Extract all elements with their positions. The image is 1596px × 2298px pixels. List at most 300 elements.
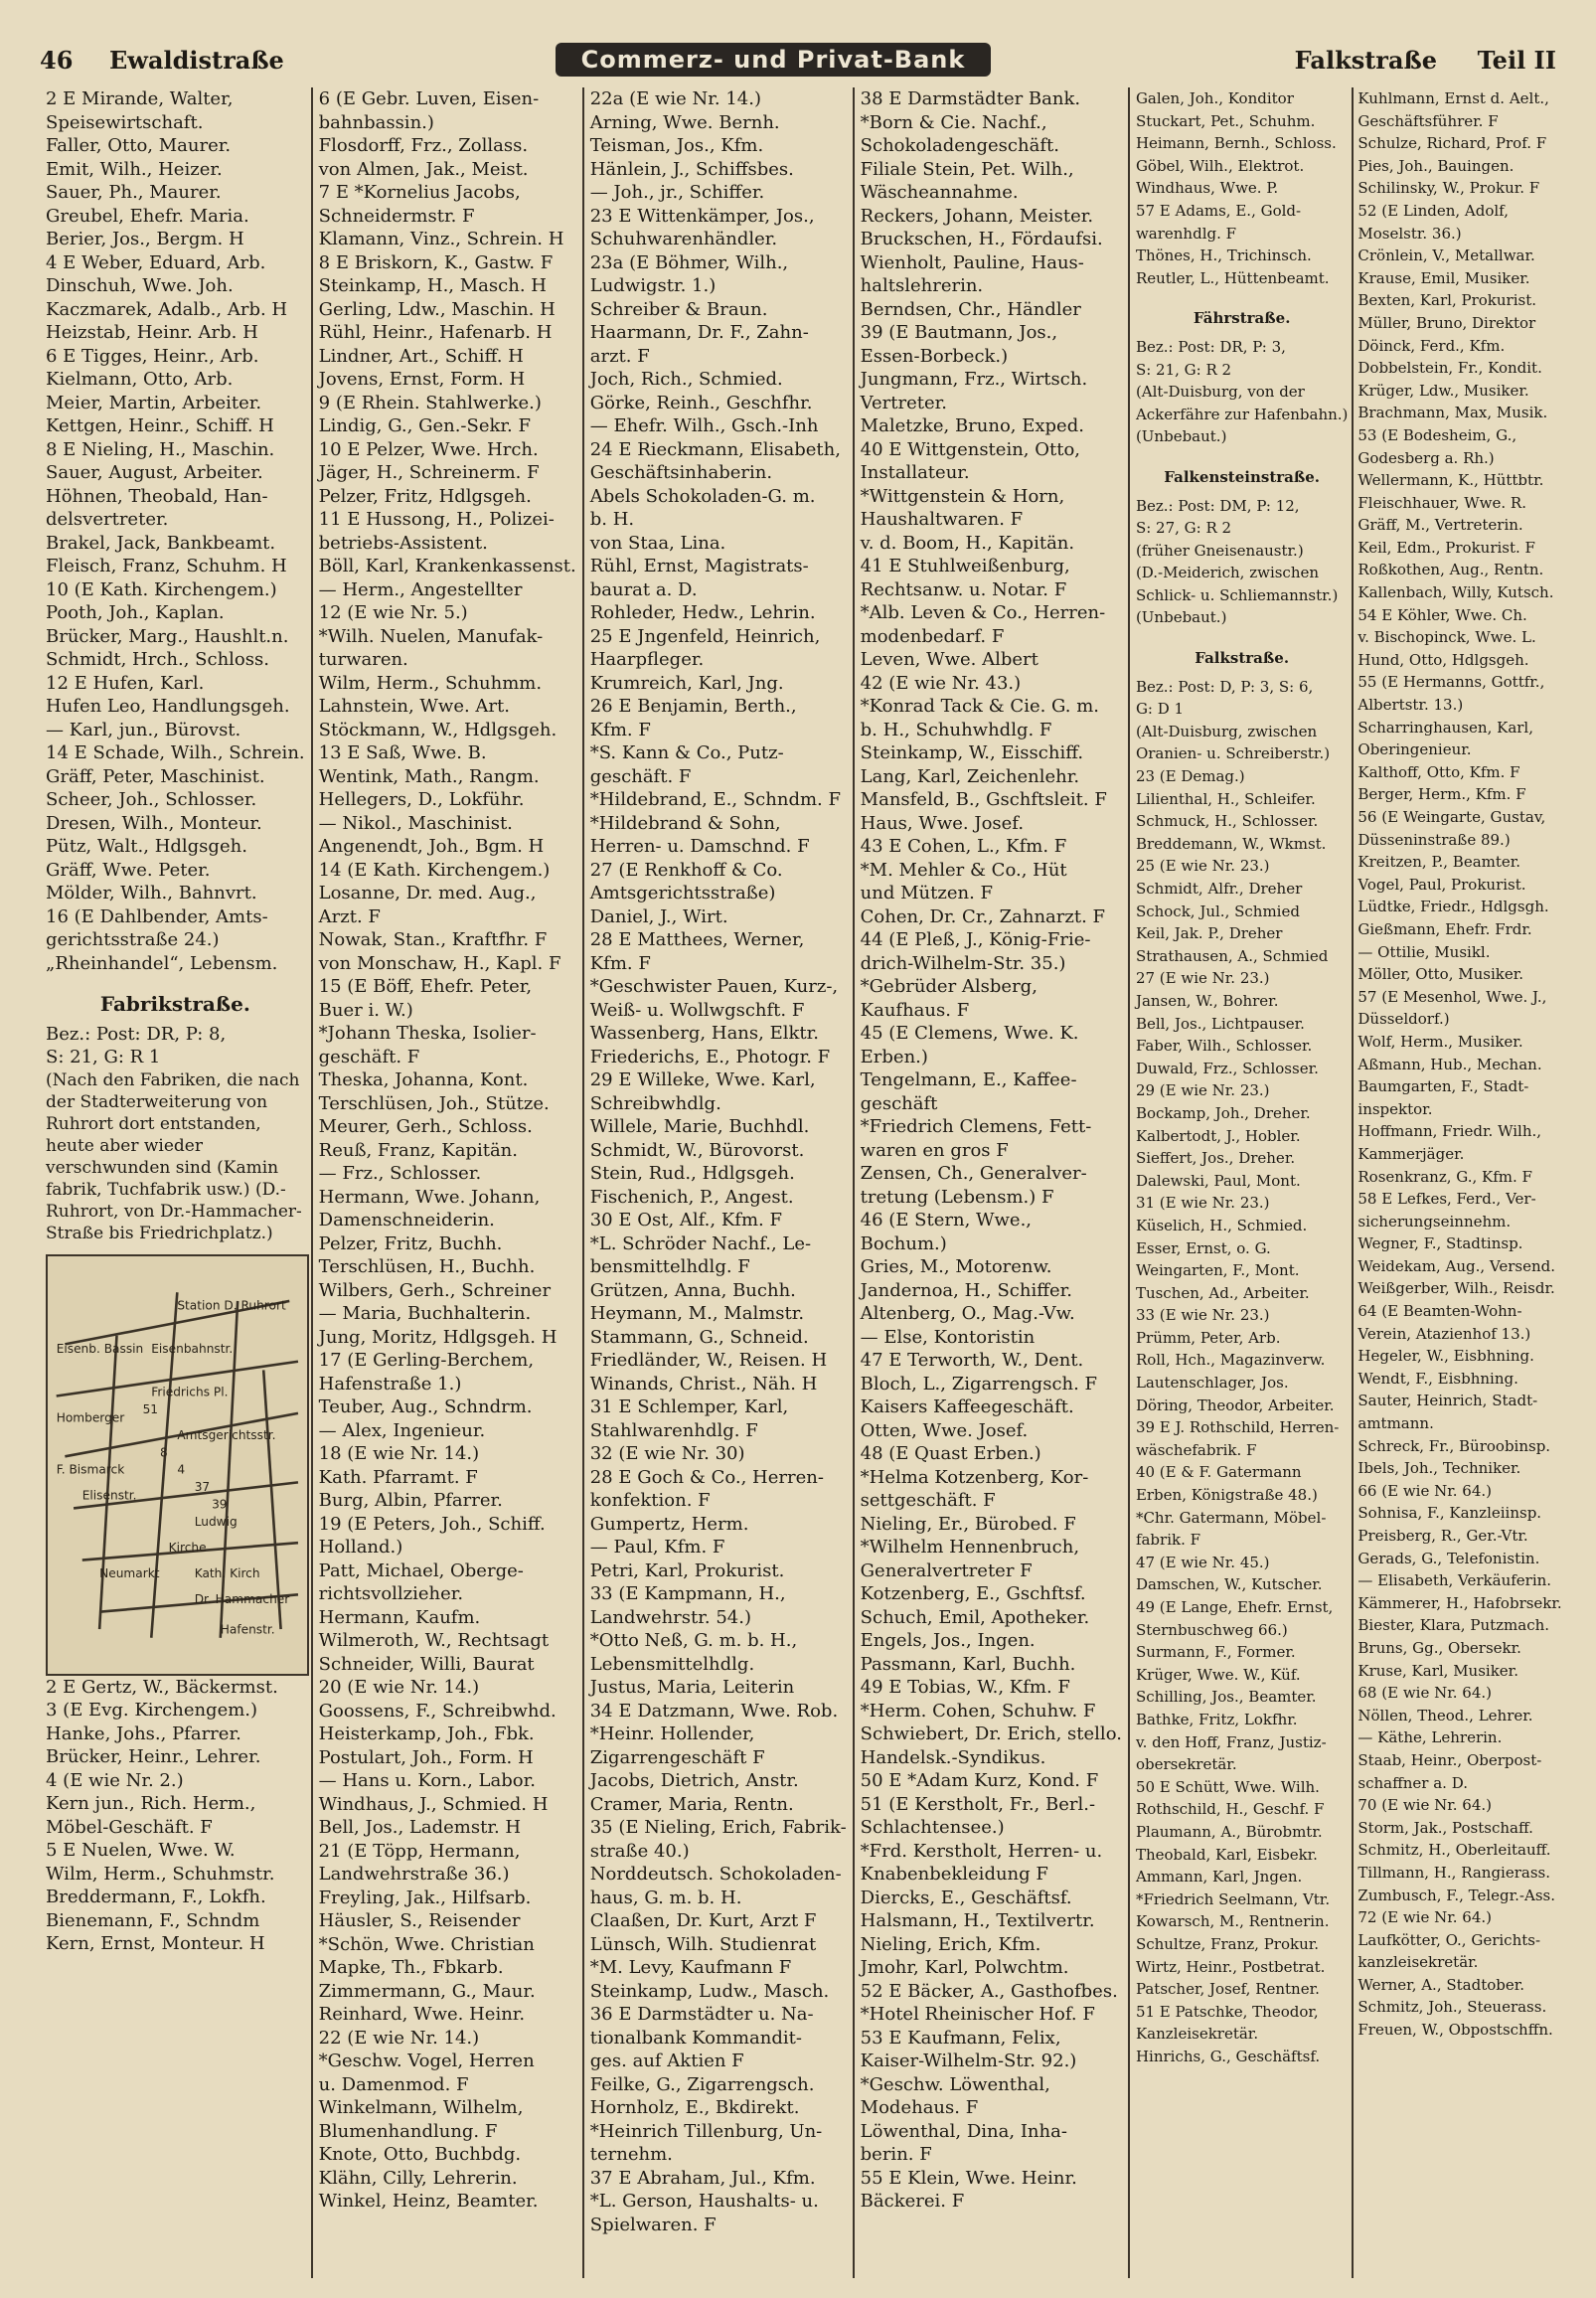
directory-entry: Roll, Hch., Magazinverw. <box>1135 1351 1326 1370</box>
directory-entry: Bäckerei. F <box>860 2191 965 2212</box>
directory-entry: b. H. <box>589 509 635 530</box>
directory-entry: 8 E Nieling, H., Maschin. <box>46 438 275 460</box>
directory-entry: Lang, Karl, Zeichenlehr. <box>860 765 1080 787</box>
directory-entry: — Karl, jun., Bürovst. <box>46 719 241 740</box>
directory-entry: 7 E *Kornelius Jacobs, <box>318 182 521 203</box>
directory-entry: Dobbelstein, Fr., Kondit. <box>1357 359 1542 378</box>
directory-column <box>582 87 853 2278</box>
directory-entry: 4 (E wie Nr. 2.) <box>46 1769 184 1791</box>
directory-entry: Strathausen, A., Schmied <box>1135 946 1329 965</box>
directory-entry: *Heinr. Hollender, <box>589 1724 755 1744</box>
directory-entry: Gerling, Ldw., Maschin. H <box>318 298 556 320</box>
directory-entry: Postulart, Joh., Form. H <box>318 1746 534 1768</box>
directory-entry: Preisberg, R., Ger.-Vtr. <box>1357 1527 1528 1545</box>
directory-entry: Freuen, W., Obpostschffn. <box>1357 2021 1553 2040</box>
directory-entry: — Paul, Kfm. F <box>589 1537 725 1558</box>
directory-entry: Teuber, Aug., Schndrm. <box>318 1396 533 1417</box>
directory-entry: Wentink, Math., Rangm. <box>318 765 540 787</box>
directory-entry: (Unbebaut.) <box>1135 427 1227 446</box>
directory-entry: 44 (E Pleß, J., König-Frie- <box>860 929 1091 950</box>
directory-entry: ternehm. <box>589 2144 673 2165</box>
directory-entry: Amtsgerichtsstraße) <box>589 883 776 903</box>
directory-entry: Schokoladengeschäft. <box>860 135 1059 156</box>
directory-entry: Stahlwarenhdlg. F <box>589 1419 758 1441</box>
directory-entry: Breddemann, W., Wkmst. <box>1135 834 1327 853</box>
directory-entry: Installateur. <box>860 462 970 483</box>
directory-entry: Möbel-Geschäft. F <box>46 1816 213 1838</box>
street-note: (Nach den Fabriken, die nach der Stadterweiterung von Ruhrort dort entstanden, heute aber wieder verschwunden sind (Kamin fabrik, Tuchfabrik usw.) (D.-Ruhrort, von Dr.-Hammacher-Straße bis Friedrichplatz.) <box>46 1069 302 1243</box>
directory-entry: sicherungseinnehm. <box>1357 1212 1512 1231</box>
columns <box>40 87 1566 2278</box>
directory-entry: Schilling, Jos., Beamter. <box>1135 1688 1317 1707</box>
directory-entry: G: D 1 <box>1135 700 1185 719</box>
directory-entry: Blumenhandlung. F <box>318 2120 498 2142</box>
directory-entry: 13 E Saß, Wwe. B. <box>318 742 487 763</box>
directory-entry: obersekretär. <box>1135 1755 1237 1774</box>
directory-entry: 50 E *Adam Kurz, Kond. F <box>860 1770 1099 1791</box>
directory-entry: Scharringhausen, Karl, <box>1357 718 1533 737</box>
directory-entry: 27 (E Renkhoff & Co. <box>589 859 783 881</box>
directory-entry: 52 (E Linden, Adolf, <box>1357 201 1509 220</box>
directory-entry: Schmidt, Hrch., Schloss. <box>46 649 269 670</box>
directory-entry: Goossens, F., Schreibwhd. <box>318 1700 557 1722</box>
directory-entry: Passmann, Karl, Buchh. <box>860 1653 1076 1675</box>
directory-entry: *Wittgenstein & Horn, <box>860 485 1065 507</box>
directory-entry: 5 E Nuelen, Wwe. W. <box>46 1840 236 1861</box>
directory-entry: *Geschw. Vogel, Herren <box>318 2051 535 2071</box>
directory-entry: Schmidt, W., Bürovorst. <box>589 1139 805 1161</box>
directory-entry: fabrik. F <box>1135 1531 1201 1550</box>
directory-entry: Teisman, Jos., Kfm. <box>589 135 764 156</box>
map-drawing <box>48 1256 307 1674</box>
street-heading: Falkensteinstraße. <box>1164 467 1321 486</box>
directory-entry: von Almen, Jak., Meist. <box>318 158 529 180</box>
directory-entry: *Herm. Cohen, Schuhw. F <box>860 1700 1096 1722</box>
directory-entry: Terschlüsen, H., Buchh. <box>318 1256 536 1277</box>
directory-entry: Kaufhaus. F <box>860 999 970 1021</box>
directory-entry: Geschäftsführer. F <box>1357 111 1499 130</box>
directory-entry: 29 (E wie Nr. 23.) <box>1135 1081 1270 1100</box>
directory-entry: Lahnstein, Wwe. Art. <box>318 696 510 717</box>
directory-entry: Hellegers, D., Lokführ. <box>318 789 525 810</box>
directory-entry: Steinkamp, H., Masch. H <box>318 275 547 296</box>
directory-entry: Erben.) <box>860 1046 928 1067</box>
directory-entry: straße 40.) <box>589 1840 690 1862</box>
directory-entry: 6 E Tigges, Heinr., Arb. <box>46 345 259 367</box>
directory-entry: Filiale Stein, Pet. Wilh., <box>860 158 1074 180</box>
directory-entry: bensmittelhdlg. F <box>589 1256 750 1277</box>
directory-entry: 39 E J. Rothschild, Herren- <box>1135 1418 1340 1437</box>
directory-entry: 33 (E wie Nr. 23.) <box>1135 1306 1270 1325</box>
directory-entry: Crönlein, V., Metallwar. <box>1357 246 1535 265</box>
directory-entry: Bruns, Gg., Obersekr. <box>1357 1638 1521 1657</box>
directory-entry: Verein, Atazienhof 13.) <box>1357 1324 1531 1343</box>
directory-entry: *Geschwister Pauen, Kurz-, <box>589 976 839 997</box>
directory-entry: *Helma Kotzenberg, Kor- <box>860 1466 1089 1488</box>
directory-entry: S: 21, G: R 2 <box>1135 360 1232 379</box>
directory-entry: Breddermann, F., Lokfh. <box>46 1887 266 1907</box>
directory-entry: Brakel, Jack, Bankbeamt. <box>46 532 276 554</box>
directory-entry: Terschlüsen, Joh., Stütze. <box>318 1092 550 1114</box>
directory-entry: Windhaus, J., Schmied. H <box>318 1793 549 1815</box>
directory-entry: Steinkamp, Ludw., Masch. <box>589 1980 830 2002</box>
directory-entry: Diercks, E., Geschäftsf. <box>860 1887 1072 1908</box>
directory-entry: Hermann, Wwe. Johann, <box>318 1186 541 1208</box>
directory-entry: *Wilh. Nuelen, Manufak- <box>318 625 544 647</box>
map-label: Neumarkt <box>99 1565 160 1580</box>
directory-subcolumn <box>1136 87 1354 2278</box>
directory-entry: — Ottilie, Musikl. <box>1357 942 1491 961</box>
directory-entry: Emit, Wilh., Heizer. <box>46 158 223 180</box>
directory-entry: Wellermann, K., Hüttbtr. <box>1357 471 1544 490</box>
map-label: Amtsgerichtsstr. <box>177 1427 276 1442</box>
directory-entry: 42 (E wie Nr. 43.) <box>860 672 1022 694</box>
directory-entry: Dalewski, Paul, Mont. <box>1135 1171 1301 1190</box>
directory-entry: kanzleisekretär. <box>1357 1953 1479 1972</box>
directory-entry: Laufkötter, O., Gerichts- <box>1357 1930 1541 1949</box>
directory-entry: — Joh., jr., Schiffer. <box>589 182 765 203</box>
directory-entry: 45 (E Clemens, Wwe. K. <box>860 1023 1079 1044</box>
directory-entry: 26 E Benjamin, Berth., <box>589 696 797 717</box>
directory-entry: bahnbassin.) <box>318 111 434 133</box>
directory-entry: Bez.: Post: DM, P: 12, <box>1135 496 1300 515</box>
directory-entry: — Nikol., Maschinist. <box>318 812 513 834</box>
directory-entry: *Heinrich Tillenburg, Un- <box>589 2120 823 2142</box>
directory-entry: 30 E Ost, Alf., Kfm. F <box>589 1210 782 1231</box>
directory-entry: Pütz, Walt., Hdlgsgeh. <box>46 836 247 857</box>
map-label: Eisenbahnstr. <box>151 1341 234 1356</box>
directory-entry: *L. Gerson, Haushalts- u. <box>589 2191 819 2212</box>
map-house-number: 8 <box>159 1444 168 1459</box>
directory-entry: Berndsen, Chr., Händler <box>860 298 1081 320</box>
directory-entry: 55 (E Hermanns, Gottfr., <box>1357 673 1545 692</box>
directory-entry: 47 E Terworth, W., Dent. <box>860 1350 1084 1371</box>
directory-entry: Burg, Albin, Pfarrer. <box>318 1490 503 1511</box>
directory-entry: Jung, Moritz, Hdlgsgeh. H <box>318 1326 558 1348</box>
directory-entry: Meurer, Gerh., Schloss. <box>318 1116 533 1137</box>
directory-entry: Claaßen, Dr. Kurt, Arzt F <box>589 1910 817 1931</box>
directory-entry: *L. Schröder Nachf., Le- <box>589 1232 812 1254</box>
page-number: 46 <box>40 45 74 75</box>
directory-entry: Lautenschlager, Jos. <box>1135 1374 1289 1393</box>
directory-entry: Schlick- u. Schliemannstr.) <box>1135 585 1339 604</box>
directory-entry: 37 E Abraham, Jul., Kfm. <box>589 2167 816 2189</box>
directory-entry: baurat a. D. <box>589 578 698 600</box>
map-label: F. Bismarck <box>56 1462 125 1477</box>
header-street-right: Falkstraße <box>1294 45 1437 75</box>
directory-entry: Storm, Jak., Postschaff. <box>1357 1818 1533 1837</box>
directory-entry: Schreiber & Braun. <box>589 298 768 320</box>
directory-entry: Herren- u. Damschnd. F <box>589 836 810 857</box>
directory-entry: Essen-Borbeck.) <box>860 345 1009 367</box>
directory-entry: 51 (E Kerstholt, Fr., Berl.- <box>860 1793 1096 1815</box>
directory-entry: 18 (E wie Nr. 14.) <box>318 1443 480 1464</box>
directory-entry: Rosenkranz, G., Kfm. F <box>1357 1167 1532 1186</box>
directory-entry: Kowarsch, M., Rentnerin. <box>1135 1912 1330 1931</box>
map-label: Homberger <box>56 1410 125 1425</box>
directory-entry: Schmitz, H., Oberleitauff. <box>1357 1841 1551 1860</box>
directory-entry: inspektor. <box>1357 1099 1433 1118</box>
map-label: Friedrichs Pl. <box>151 1384 229 1398</box>
directory-entry: Kotzenberg, E., Gschftsf. <box>860 1583 1086 1604</box>
directory-entry: tretung (Lebensm.) F <box>860 1186 1054 1208</box>
directory-entry: Kath. Pfarramt. F <box>318 1466 478 1488</box>
directory-entry: Maletzke, Bruno, Exped. <box>860 415 1084 436</box>
directory-entry: Lindner, Art., Schiff. H <box>318 345 524 367</box>
directory-entry: Bockamp, Joh., Dreher. <box>1135 1103 1311 1122</box>
directory-entry: 25 (E wie Nr. 23.) <box>1135 857 1270 876</box>
directory-entry: Mölder, Wilh., Bahnvrt. <box>46 883 257 903</box>
directory-entry: — Alex, Ingenieur. <box>318 1419 486 1441</box>
directory-entry: Möller, Otto, Musiker. <box>1357 965 1524 984</box>
directory-entry: 33 (E Kampmann, H., <box>589 1583 786 1604</box>
directory-entry: Zimmermann, G., Maur. <box>318 1980 536 2002</box>
directory-entry: Weingarten, F., Mont. <box>1135 1261 1300 1280</box>
map-label: Kirche <box>168 1540 207 1555</box>
directory-entry: 40 (E & F. Gatermann <box>1135 1463 1302 1482</box>
directory-entry: Dinschuh, Wwe. Joh. <box>46 275 234 296</box>
directory-entry: Kaiser-Wilhelm-Str. 92.) <box>860 2051 1077 2071</box>
directory-entry: *M. Mehler & Co., Hüt <box>860 859 1067 881</box>
directory-entry: Krause, Emil, Musiker. <box>1357 268 1530 287</box>
directory-entry: Vogel, Paul, Prokurist. <box>1357 875 1526 894</box>
directory-entry: Biester, Klara, Putzmach. <box>1357 1616 1550 1635</box>
directory-entry: 35 (E Nieling, Erich, Fabrik- <box>589 1817 847 1838</box>
directory-entry: 24 E Rieckmann, Elisabeth, <box>589 438 841 460</box>
directory-entry: Wäscheannahme. <box>860 182 1019 203</box>
street-heading: Falkstraße. <box>1195 649 1290 668</box>
directory-entry: Friedländer, W., Reisen. H <box>589 1350 828 1371</box>
map-label: Kath. Kirch <box>194 1565 260 1580</box>
directory-entry: Heizstab, Heinr. Arb. H <box>46 322 258 343</box>
directory-entry: Roßkothen, Aug., Rentn. <box>1357 561 1544 579</box>
directory-entry: — Ehefr. Wilh., Gsch.-Inh <box>589 415 819 436</box>
directory-entry: Rühl, Heinr., Hafenarb. H <box>318 322 553 343</box>
directory-entry: Höhnen, Theobald, Han- <box>46 485 268 507</box>
directory-entry: haus, G. m. b. H. <box>589 1887 742 1908</box>
directory-entry: Schlachtensee.) <box>860 1817 1005 1838</box>
directory-entry: Knabenbekleidung F <box>860 1864 1048 1885</box>
directory-entry: Hanke, Johs., Pfarrer. <box>46 1723 241 1744</box>
map-house-number: 37 <box>194 1479 211 1494</box>
directory-entry: Bruckschen, H., Fördaufsi. <box>860 229 1103 249</box>
directory-entry: konfektion. F <box>589 1490 711 1511</box>
directory-entry: 22 (E wie Nr. 14.) <box>318 2027 480 2049</box>
directory-entry: 64 (E Beamten-Wohn- <box>1357 1302 1522 1321</box>
directory-entry: Arning, Wwe. Bernh. <box>589 111 780 133</box>
directory-entry: Hund, Otto, Hdlgsgeh. <box>1357 650 1529 669</box>
directory-entry: Schuhwarenhändler. <box>589 229 778 249</box>
directory-entry: Knote, Otto, Buchbdg. <box>318 2144 522 2165</box>
directory-entry: Jäger, H., Schreinerm. F <box>318 462 540 483</box>
directory-column <box>853 87 1128 2278</box>
directory-entry: Haarpfleger. <box>589 649 705 670</box>
directory-entry: 12 (E wie Nr. 5.) <box>318 602 468 623</box>
directory-entry: Bell, Jos., Lademstr. H <box>318 1817 522 1838</box>
directory-entry: Reutler, L., Hüttenbeamt. <box>1135 268 1330 287</box>
directory-entry: Werner, A., Stadtober. <box>1357 1975 1525 1994</box>
directory-entry: Staab, Heinr., Oberpost- <box>1357 1750 1542 1769</box>
directory-entry: Sieffert, Jos., Dreher. <box>1135 1149 1296 1168</box>
directory-entry: — Maria, Buchhalterin. <box>318 1303 532 1324</box>
directory-entry: Damschen, W., Kutscher. <box>1135 1575 1323 1594</box>
directory-entry: Lünsch, Wilh. Studienrat <box>589 1933 817 1955</box>
directory-entry: Lindig, G., Gen.-Sekr. F <box>318 415 531 436</box>
bank-banner: Commerz- und Privat-Bank <box>556 43 992 77</box>
directory-entry: v. d. Boom, H., Kapitän. <box>860 532 1075 554</box>
directory-entry: Generalvertreter F <box>860 1559 1033 1581</box>
directory-entry: Weidekam, Aug., Versend. <box>1357 1256 1556 1275</box>
directory-entry: Rohleder, Hedw., Lehrin. <box>589 602 816 623</box>
directory-entry: Hänlein, J., Schiffsbes. <box>589 158 794 180</box>
directory-entry: Löwenthal, Dina, Inha- <box>860 2120 1067 2142</box>
directory-entry: von Staa, Lina. <box>589 532 726 554</box>
directory-entry: Schilinsky, W., Prokur. F <box>1357 179 1540 198</box>
directory-entry: — Frz., Schlosser. <box>318 1163 482 1184</box>
directory-entry: 47 (E wie Nr. 45.) <box>1135 1553 1270 1571</box>
directory-entry: *Alb. Leven & Co., Herren- <box>860 602 1106 623</box>
directory-entry: 48 (E Quast Erben.) <box>860 1443 1041 1464</box>
directory-entry: Scheer, Joh., Schlosser. <box>46 789 257 810</box>
directory-entry: 50 E Schütt, Wwe. Wilh. <box>1135 1777 1320 1796</box>
directory-entry: Döring, Theodor, Arbeiter. <box>1135 1395 1335 1414</box>
directory-entry: Klähn, Cilly, Lehrerin. <box>318 2167 518 2189</box>
directory-entry: Greubel, Ehefr. Maria. <box>46 205 249 227</box>
directory-entry: Ackerfähre zur Hafenbahn.) <box>1135 405 1349 423</box>
directory-entry: u. Damenmod. F <box>318 2073 469 2095</box>
directory-entry: Sauer, Ph., Maurer. <box>46 182 222 203</box>
directory-entry: Brücker, Heinr., Lehrer. <box>46 1746 261 1767</box>
directory-entry: Stein, Rud., Hdlgsgeh. <box>589 1163 795 1184</box>
directory-entry: Theska, Johanna, Kont. <box>318 1069 529 1090</box>
directory-entry: Freyling, Jak., Hilfsarb. <box>318 1887 532 1908</box>
directory-entry: 68 (E wie Nr. 64.) <box>1357 1684 1492 1703</box>
directory-entry: Rühl, Ernst, Magistrats- <box>589 556 809 576</box>
directory-entry: amtmann. <box>1357 1414 1434 1433</box>
directory-entry: Haarmann, Dr. F., Zahn- <box>589 322 809 343</box>
map-street-line <box>99 1335 116 1628</box>
directory-entry: betriebs-Assistent. <box>318 532 488 554</box>
map-house-number: 39 <box>212 1496 228 1511</box>
directory-entry: 57 (E Mesenhol, Wwe. J., <box>1357 987 1547 1006</box>
directory-entry: Küselich, H., Schmied. <box>1135 1216 1308 1234</box>
directory-entry: Faller, Otto, Maurer. <box>46 135 232 156</box>
directory-entry: Kalthoff, Otto, Kfm. F <box>1357 762 1520 781</box>
directory-entry: Haus, Wwe. Josef. <box>860 812 1025 834</box>
directory-entry: — Elisabeth, Verkäuferin. <box>1357 1571 1552 1590</box>
directory-entry: *Geschw. Löwenthal, <box>860 2073 1050 2095</box>
directory-entry: (Alt-Duisburg, von der <box>1135 383 1305 402</box>
directory-entry: *Schön, Wwe. Christian <box>318 1933 535 1955</box>
directory-entry: Wolf, Herm., Musiker. <box>1357 1032 1523 1051</box>
directory-entry: Norddeutsch. Schokoladen- <box>589 1864 842 1885</box>
directory-entry: Krüger, Ldw., Musiker. <box>1357 381 1529 400</box>
directory-entry: Kuhlmann, Ernst d. Aelt., <box>1357 89 1549 107</box>
directory-entry: 2 E Gertz, W., Bäckermst. <box>46 1676 278 1698</box>
directory-entry: Gries, M., Motorenw. <box>860 1256 1052 1277</box>
directory-entry: Albertstr. 13.) <box>1357 696 1464 715</box>
directory-entry: 6 (E Gebr. Luven, Eisen- <box>318 88 540 109</box>
directory-entry: 55 E Klein, Wwe. Heinr. <box>860 2167 1077 2189</box>
directory-column <box>40 87 311 2278</box>
directory-entry: Gräff, M., Vertreterin. <box>1357 516 1523 535</box>
part-label: Teil II <box>1477 45 1556 75</box>
directory-entry: Pelzer, Fritz, Hdlgsgeh. <box>318 485 532 507</box>
directory-entry: Handelsk.-Syndikus. <box>860 1746 1046 1768</box>
directory-entry: Bell, Jos., Lichtpauser. <box>1135 1014 1305 1033</box>
directory-entry: Nieling, Er., Bürobed. F <box>860 1513 1076 1535</box>
directory-entry: 29 E Willeke, Wwe. Karl, <box>589 1069 816 1090</box>
directory-entry: warenhdlg. F <box>1135 224 1237 243</box>
directory-entry: 56 (E Weingarte, Gustav, <box>1357 808 1546 826</box>
directory-entry: *Chr. Gatermann, Möbel- <box>1135 1508 1327 1527</box>
page-header <box>40 40 1556 80</box>
directory-entry: Krumreich, Karl, Jng. <box>589 672 784 694</box>
directory-entry: Erben, Königstraße 48.) <box>1135 1486 1318 1505</box>
directory-entry: 51 E Patschke, Theodor, <box>1135 2002 1319 2021</box>
directory-entry: Patscher, Josef, Rentner. <box>1135 1980 1320 1999</box>
directory-entry: Daniel, J., Wirt. <box>589 905 728 927</box>
directory-entry: 27 (E wie Nr. 23.) <box>1135 969 1270 988</box>
directory-entry: „Rheinhandel“, Lebensm. <box>46 952 278 974</box>
directory-entry: (Alt-Duisburg, zwischen <box>1135 722 1318 740</box>
directory-entry: haltslehrerin. <box>860 275 984 296</box>
directory-entry: Pies, Joh., Bauingen. <box>1357 156 1515 175</box>
directory-entry: Esser, Ernst, o. G. <box>1135 1238 1271 1257</box>
directory-entry: Halsmann, H., Textilvertr. <box>860 1910 1095 1931</box>
directory-entry: Fleisch, Franz, Schuhm. H <box>46 556 287 576</box>
directory-entry: 39 (E Bautmann, Jos., <box>860 322 1058 343</box>
directory-entry: Bez.: Post: D, P: 3, S: 6, <box>1135 677 1314 696</box>
directory-entry: 46 (E Stern, Wwe., <box>860 1210 1033 1231</box>
directory-entry: Gerads, G., Telefonistin. <box>1357 1549 1540 1567</box>
directory-entry: — Herm., Angestellter <box>318 578 523 600</box>
directory-entry: Steinkamp, W., Eisschiff. <box>860 742 1084 763</box>
directory-entry: Rothschild, H., Geschf. F <box>1135 1800 1325 1819</box>
directory-column <box>1128 87 1568 2278</box>
directory-entry: geschäft <box>860 1092 938 1114</box>
directory-entry: 32 (E wie Nr. 30) <box>589 1443 745 1464</box>
directory-entry: Hornholz, E., Bkdirekt. <box>589 2097 800 2118</box>
directory-entry: Kanzleisekretär. <box>1135 2025 1259 2044</box>
directory-entry: Weiß- u. Wollwgschft. F <box>589 999 805 1021</box>
directory-entry: settgeschäft. F <box>860 1490 996 1511</box>
directory-entry: Heisterkamp, Joh., Fbk. <box>318 1724 535 1744</box>
directory-entry: Altenberg, O., Mag.-Vw. <box>860 1303 1075 1324</box>
directory-entry: 14 (E Kath. Kirchengem.) <box>318 859 551 881</box>
directory-entry: 22a (E wie Nr. 14.) <box>589 88 761 109</box>
directory-entry: 3 (E Evg. Kirchengem.) <box>46 1700 258 1721</box>
directory-entry: Landwehrstr. 54.) <box>589 1606 751 1628</box>
directory-entry: Wilmeroth, W., Rechtsagt <box>318 1630 550 1651</box>
directory-entry: Kreitzen, P., Beamter. <box>1357 853 1521 872</box>
directory-entry: Keil, Edm., Prokurist. F <box>1357 538 1535 557</box>
directory-entry: Schock, Jul., Schmied <box>1135 902 1300 920</box>
directory-entry: Kfm. F <box>589 952 651 974</box>
directory-entry: S: 21, G: R 1 <box>46 1047 161 1067</box>
directory-entry: 41 E Stuhlweißenburg, <box>860 556 1070 576</box>
directory-entry: Düsseninstraße 89.) <box>1357 830 1511 849</box>
directory-entry: 15 (E Böff, Ehefr. Peter, <box>318 976 533 997</box>
directory-entry: arzt. F <box>589 345 650 367</box>
directory-entry: Reuß, Franz, Kapitän. <box>318 1139 518 1161</box>
directory-entry: Sauer, August, Arbeiter. <box>46 462 263 483</box>
directory-entry: Plaumann, A., Bürobmtr. <box>1135 1822 1323 1841</box>
directory-entry: Wilbers, Gerh., Schreiner <box>318 1279 552 1301</box>
directory-entry: 8 E Briskorn, K., Gastw. F <box>318 251 554 273</box>
directory-entry: Schulze, Richard, Prof. F <box>1357 134 1547 153</box>
directory-entry: 52 E Bäcker, A., Gasthofbes. <box>860 1980 1118 2002</box>
